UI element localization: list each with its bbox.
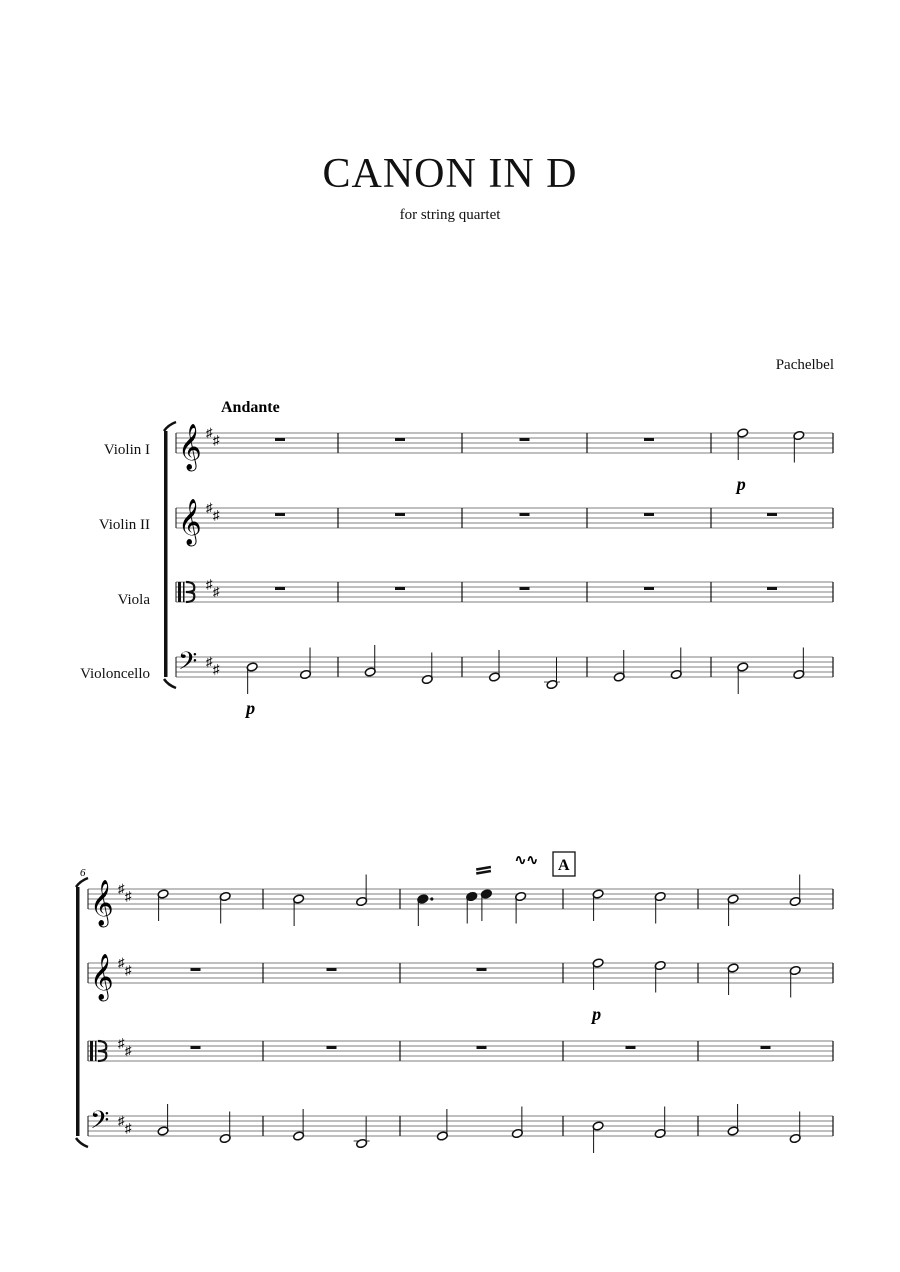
key-signature-sharp-icon: ♯	[125, 888, 132, 904]
whole-rest	[520, 513, 530, 516]
key-signature-sharp-icon: ♯	[118, 1113, 125, 1128]
dynamic-marking: p	[592, 1004, 602, 1024]
treble-clef-icon: 𝄞	[178, 499, 202, 544]
system-bracket	[76, 887, 80, 1136]
whole-rest	[477, 968, 487, 971]
system-bracket	[164, 431, 168, 677]
alto-clef-icon	[178, 582, 181, 602]
whole-rest	[327, 1046, 337, 1049]
alto-clef-icon	[183, 582, 185, 602]
whole-rest	[191, 968, 201, 971]
composer-name: Pachelbel	[775, 357, 834, 373]
key-signature-sharp-icon: ♯	[213, 507, 220, 523]
whole-rest	[644, 587, 654, 590]
system-bracket	[76, 1138, 88, 1147]
dynamic-marking: p	[246, 698, 256, 718]
whole-rest	[767, 513, 777, 516]
whole-rest	[395, 513, 405, 516]
instrument-label-violoncello: Violoncello	[80, 666, 150, 682]
bass-clef-icon: 𝄢	[178, 648, 198, 681]
score-subtitle: for string quartet	[399, 207, 501, 223]
tempo-marking: Andante	[221, 399, 280, 416]
system-bracket	[76, 878, 88, 887]
whole-rest	[395, 438, 405, 441]
trill-mark-icon: ∿∿	[514, 853, 539, 869]
note-beam	[476, 867, 491, 870]
whole-rest	[477, 1046, 487, 1049]
key-signature-sharp-icon: ♯	[213, 432, 220, 448]
key-signature-sharp-icon: ♯	[213, 584, 220, 599]
whole-rest	[191, 1046, 201, 1049]
measure-number: 6	[80, 867, 86, 879]
key-signature-sharp-icon: ♯	[118, 955, 125, 970]
instrument-label-viola: Viola	[117, 592, 150, 608]
whole-rest	[761, 1046, 771, 1049]
system-1	[164, 399, 833, 718]
whole-rest	[275, 513, 285, 516]
whole-rest	[767, 587, 777, 590]
key-signature-sharp-icon: ♯	[206, 500, 213, 515]
whole-rest	[275, 587, 285, 590]
alto-clef-icon	[90, 1041, 93, 1061]
system-2	[76, 852, 833, 1153]
note-beam	[476, 871, 491, 874]
whole-rest	[626, 1046, 636, 1049]
key-signature-sharp-icon: ♯	[206, 654, 213, 669]
instrument-label-violin-2: Violin II	[98, 517, 150, 533]
treble-clef-icon: 𝄞	[90, 954, 114, 999]
key-signature-sharp-icon: ♯	[125, 1120, 132, 1136]
whole-rest	[644, 513, 654, 516]
key-signature-sharp-icon: ♯	[206, 576, 213, 592]
whole-rest	[275, 438, 285, 441]
whole-rest	[644, 438, 654, 441]
rehearsal-mark: A	[558, 857, 570, 874]
alto-clef-icon	[95, 1041, 97, 1061]
key-signature-sharp-icon: ♯	[118, 881, 125, 896]
whole-rest	[520, 438, 530, 441]
treble-clef-icon: 𝄞	[90, 880, 114, 925]
whole-rest	[395, 587, 405, 590]
whole-rest	[327, 968, 337, 971]
score-title: CANON IN D	[322, 151, 578, 197]
key-signature-sharp-icon: ♯	[213, 661, 220, 677]
key-signature-sharp-icon: ♯	[118, 1035, 125, 1051]
bass-clef-icon: 𝄢	[90, 1107, 110, 1140]
system-bracket	[164, 679, 176, 688]
whole-rest	[520, 587, 530, 590]
note-dot	[430, 897, 433, 900]
key-signature-sharp-icon: ♯	[125, 962, 132, 978]
treble-clef-icon: 𝄞	[178, 424, 202, 469]
dynamic-marking: p	[736, 474, 746, 494]
system-bracket	[164, 422, 176, 431]
instrument-label-violin-1: Violin I	[103, 442, 150, 458]
key-signature-sharp-icon: ♯	[206, 425, 213, 440]
key-signature-sharp-icon: ♯	[125, 1043, 132, 1058]
